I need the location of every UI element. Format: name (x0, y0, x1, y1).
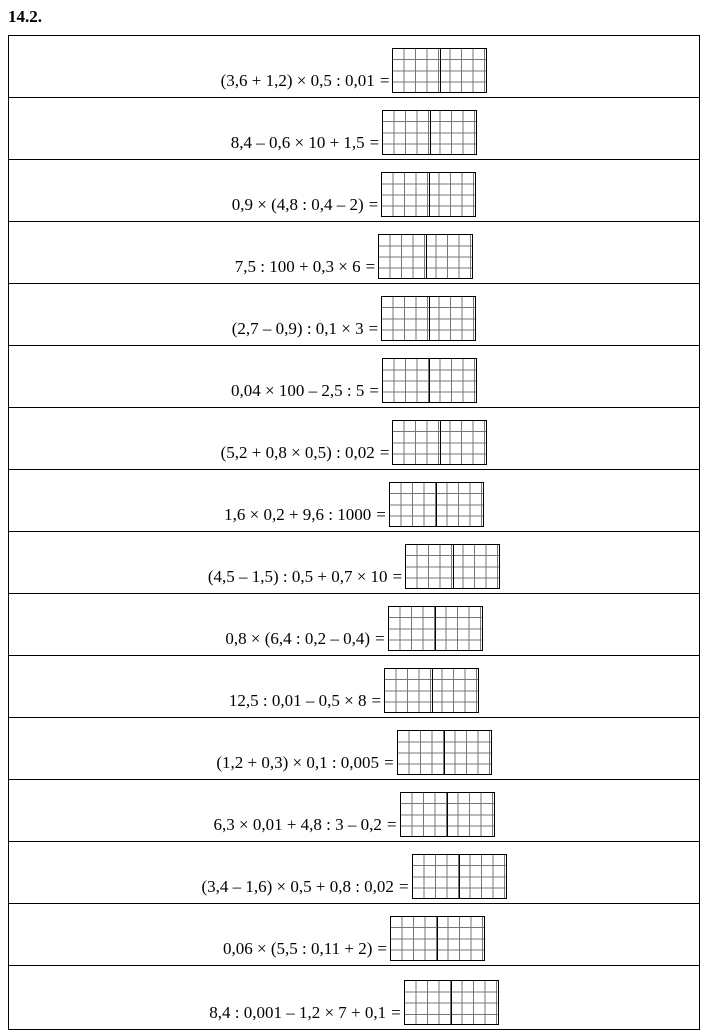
equals-sign: = (391, 1003, 401, 1022)
expression: (3,6 + 1,2) × 0,5 : 0,01 (220, 71, 375, 90)
expression: 12,5 : 0,01 – 0,5 × 8 (228, 691, 367, 710)
equals-sign: = (375, 629, 385, 648)
exercise-row (9, 656, 699, 718)
exercise-row (9, 780, 699, 842)
equals-sign: = (371, 691, 382, 710)
expression: 8,4 : 0,001 – 1,2 × 7 + 0,1 (209, 1003, 387, 1022)
exercise-number: 14.2. (8, 7, 42, 26)
exercise-row (9, 346, 699, 408)
expression: 0,04 × 100 – 2,5 : 5 (231, 381, 365, 400)
answer-grid[interactable] (390, 916, 485, 961)
expression: 0,9 × (4,8 : 0,4 – 2) (231, 195, 364, 214)
exercise-row (9, 36, 699, 98)
exercise-row (9, 966, 699, 1029)
answer-grid[interactable] (392, 48, 487, 93)
equals-sign: = (369, 381, 379, 400)
answer-grid[interactable] (382, 110, 477, 155)
answer-grid[interactable] (378, 234, 473, 279)
expression: 8,4 – 0,6 × 10 + 1,5 (230, 133, 365, 152)
answer-grid[interactable] (405, 544, 500, 589)
exercise-row (9, 470, 699, 532)
exercise-table (8, 35, 700, 1030)
equals-sign: = (386, 815, 397, 834)
exercise-row (9, 160, 699, 222)
answer-grid[interactable] (381, 296, 476, 341)
expression: (1,2 + 0,3) × 0,1 : 0,005 (216, 753, 380, 772)
exercise-row (9, 532, 699, 594)
answer-grid[interactable] (389, 482, 484, 527)
exercise-row (9, 408, 699, 470)
equals-sign: = (365, 257, 376, 276)
equals-sign: = (379, 443, 390, 462)
answer-grid[interactable] (384, 668, 479, 713)
expression: (5,2 + 0,8 × 0,5) : 0,02 (220, 443, 375, 462)
exercise-row (9, 222, 699, 284)
expression: 0,06 × (5,5 : 0,11 + 2) (223, 939, 373, 958)
answer-grid[interactable] (381, 172, 476, 217)
expression: 1,6 × 0,2 + 9,6 : 1000 (224, 505, 372, 524)
exercise-row (9, 904, 699, 966)
expression: 0,8 × (6,4 : 0,2 – 0,4) (225, 629, 371, 648)
exercise-row (9, 718, 699, 780)
expression: (4,5 – 1,5) : 0,5 + 0,7 × 10 (207, 567, 388, 586)
expression: 7,5 : 100 + 0,3 × 6 (234, 257, 361, 276)
equals-sign: = (368, 195, 379, 214)
equals-sign: = (369, 133, 380, 152)
equals-sign: = (392, 567, 403, 586)
answer-grid[interactable] (388, 606, 483, 651)
equals-sign: = (398, 877, 409, 896)
answer-grid[interactable] (412, 854, 507, 899)
exercise-row (9, 98, 699, 160)
expression: (3,4 – 1,6) × 0,5 + 0,8 : 0,02 (201, 877, 394, 896)
exercise-row (9, 594, 699, 656)
equals-sign: = (384, 753, 394, 772)
exercise-row (9, 842, 699, 904)
expression: 6,3 × 0,01 + 4,8 : 3 – 0,2 (213, 815, 382, 834)
equals-sign: = (376, 505, 386, 524)
answer-grid[interactable] (392, 420, 487, 465)
expression: (2,7 – 0,9) : 0,1 × 3 (231, 319, 364, 338)
answer-grid[interactable] (397, 730, 492, 775)
equals-sign: = (368, 319, 379, 338)
exercise-row (9, 284, 699, 346)
answer-grid[interactable] (382, 358, 477, 403)
equals-sign: = (379, 71, 390, 90)
equals-sign: = (377, 939, 387, 958)
answer-grid[interactable] (400, 792, 495, 837)
answer-grid[interactable] (404, 980, 499, 1025)
